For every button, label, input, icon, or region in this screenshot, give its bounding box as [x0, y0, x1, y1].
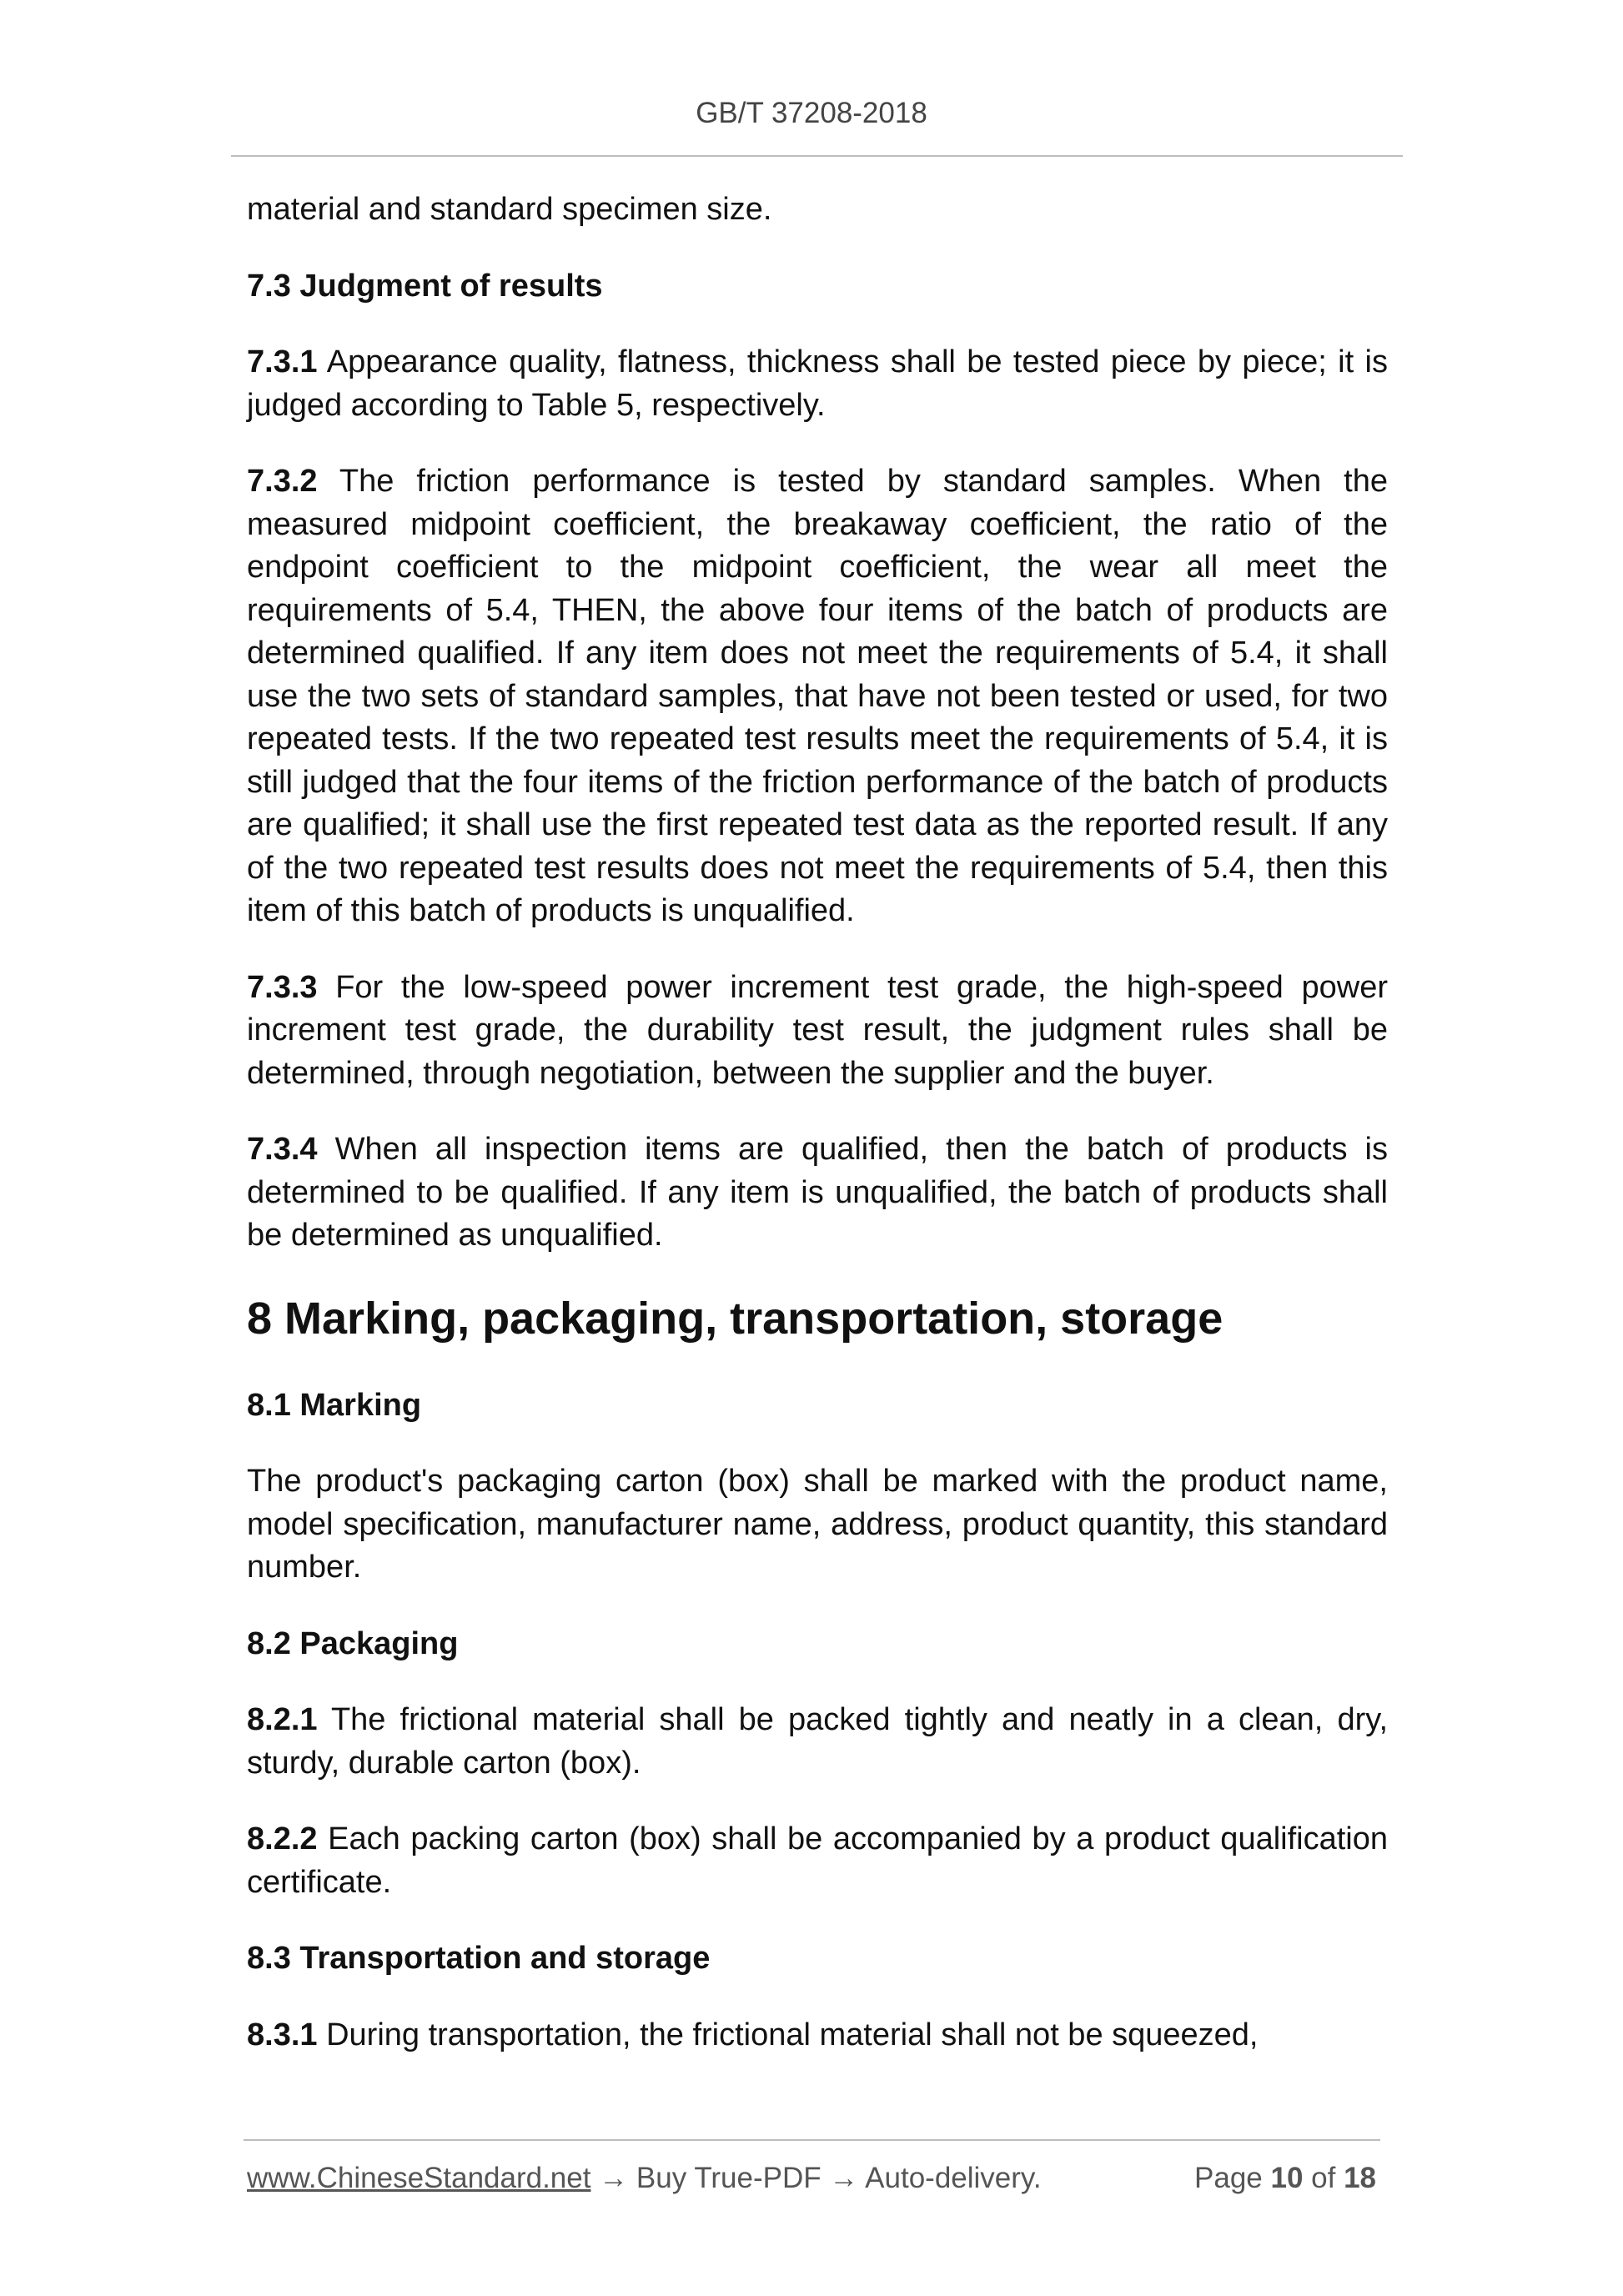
clause-text: The friction performance is tested by standard samples. When the measured midpoint coefficient, the breakaway coefficient, the ratio of the endpoint coefficient to the midpoint coefficient, the wear all meet the requirements of 5.4, THEN, the above four items of the batch of products are determined qualified. If any item does not meet the requirements of 5.4, it shall use the two sets of standard samples, that have not been tested or used, for two repeated tests. If the two repeated test results meet the requirements of 5.4, it is still judged that the four items of the friction performance of the batch of products are qualified; it shall use the first repeated test data as the reported result. If any of the two repeated test results does not meet the requirements of 5.4, then this item of this batch of products is unqualified. — [247, 464, 1388, 928]
clause-8-2-2 — [247, 1818, 1388, 1904]
clause-number: 7.3.4 — [247, 1132, 318, 1167]
section-heading-8-3: 8.3 Transportation and storage — [247, 1941, 711, 1976]
clause-8-2-1 — [247, 1699, 1388, 1785]
clause-number: 8.2.2 — [247, 1821, 318, 1856]
page-content — [247, 188, 1388, 2090]
total-pages: 18 — [1344, 2162, 1376, 2194]
promo-text: → Buy True-PDF → Auto-delivery. — [590, 2162, 1042, 2194]
clause-text: The frictional material shall be packed tightly and neatly in a clean, dry, sturdy, durable carton (box). — [247, 1702, 1388, 1781]
clause-8-3-1 — [247, 2014, 1388, 2057]
clause-7-3-2 — [247, 460, 1388, 933]
clause-text: Appearance quality, flatness, thickness shall be tested piece by piece; it is judged according to Table 5, respectively. — [247, 344, 1388, 423]
clause-number: 8.2.1 — [247, 1702, 318, 1737]
clause-text: When all inspection items are qualified, then the batch of products is determined to be qualified. If any item is unqualified, the batch of products shall be determined as unqualified. — [247, 1132, 1388, 1253]
page-number — [1194, 2158, 1376, 2198]
clause-text: Each packing carton (box) shall be accompanied by a product qualification certificate. — [247, 1821, 1388, 1900]
clause-7-3-3 — [247, 967, 1388, 1096]
document-id: GB/T 37208-2018 — [696, 97, 927, 129]
current-page: 10 — [1270, 2162, 1304, 2194]
section-heading-8-1: 8.1 Marking — [247, 1387, 422, 1423]
header-divider — [231, 155, 1403, 157]
clause-number: 8.3.1 — [247, 2017, 318, 2052]
section-heading-8-2: 8.2 Packaging — [247, 1625, 459, 1661]
clause-7-3-1 — [247, 341, 1388, 427]
marking-text: The product's packaging carton (box) shall be marked with the product name, model specification, manufacturer name, address, product quantity, this standard number. — [247, 1464, 1388, 1585]
continuation-text: material and standard specimen size. — [247, 192, 772, 227]
section-heading-8: 8 Marking, packaging, transportation, storage — [247, 1293, 1224, 1344]
clause-text: During transportation, the frictional material shall not be squeezed, — [317, 2017, 1259, 2052]
page-label: Page — [1194, 2162, 1271, 2194]
page-header — [0, 97, 1623, 130]
page-of-label: of — [1303, 2162, 1344, 2194]
footer-divider — [244, 2139, 1380, 2141]
clause-number: 7.3.1 — [247, 344, 318, 379]
clause-7-3-4 — [247, 1128, 1388, 1258]
clause-number: 7.3.2 — [247, 464, 318, 499]
clause-text: For the low-speed power increment test grade, the high-speed power increment test grade, the durability test result, the judgment rules shall be determined, through negotiation, between the supplier and the buyer. — [247, 969, 1388, 1091]
footer-promo — [247, 2158, 1042, 2198]
clause-number: 7.3.3 — [247, 969, 318, 1005]
section-heading-7-3: 7.3 Judgment of results — [247, 268, 603, 304]
website-link[interactable]: www.ChineseStandard.net — [247, 2162, 591, 2194]
